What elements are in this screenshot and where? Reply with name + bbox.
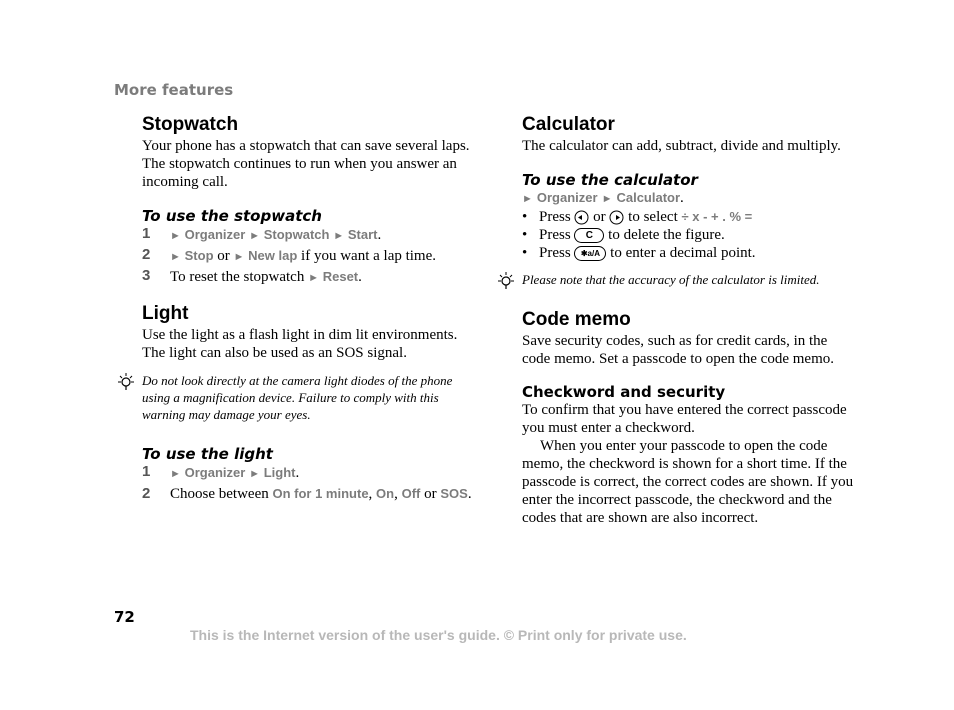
menu-stop: Stop <box>184 248 214 263</box>
arrow-icon: ► <box>249 230 260 242</box>
bullet-text: to delete the figure. <box>608 227 725 243</box>
calculator-operators: ÷ x - + . % = <box>681 209 753 224</box>
menu-new-lap: New lap <box>248 248 298 263</box>
stopwatch-step-3 <box>142 267 472 288</box>
calculator-note <box>522 271 854 288</box>
nav-right-key-icon <box>609 210 624 225</box>
light-intro: Use the light as a flash light in dim lit environments. The light can also be used as an SOS signal. <box>142 327 458 361</box>
bullet-dot: • <box>522 245 528 261</box>
step-tail: if you want a lap time. <box>301 248 437 264</box>
step-number: 1 <box>142 225 151 242</box>
punctuation: . <box>358 269 362 285</box>
bullet-text: to enter a decimal point. <box>610 245 756 261</box>
calculator-title: Calculator <box>522 114 615 135</box>
punctuation: . <box>467 486 472 502</box>
menu-stopwatch: Stopwatch <box>263 227 330 242</box>
checkword-paragraph-2: When you enter your passcode to open the code memo, the checkword is shown for a short time. If the passcode is correct, the correct codes are shown. If you enter the incorrect passcode, the checkword and the codes that are shown are also incorrect. <box>522 438 854 526</box>
bullet-text: to select <box>628 209 678 225</box>
calculator-intro: The calculator can add, subtract, divide and multiply. <box>522 138 841 154</box>
calculator-bullet-2 <box>522 226 854 244</box>
arrow-icon: ► <box>333 230 345 242</box>
arrow-icon: ► <box>522 193 533 205</box>
menu-organizer: Organizer <box>536 190 598 205</box>
calculator-note-text: Please note that the accuracy of the calculator is limited. <box>522 272 820 287</box>
menu-organizer: Organizer <box>184 227 246 242</box>
step-number: 1 <box>142 463 151 480</box>
arrow-icon: ► <box>308 272 319 284</box>
or-text: or <box>593 209 606 225</box>
punctuation: , <box>394 486 398 502</box>
bullet-dot: • <box>522 209 528 225</box>
light-step-2 <box>142 485 472 503</box>
stopwatch-howto-title: To use the stopwatch <box>142 207 322 225</box>
light-howto-title: To use the light <box>142 445 273 463</box>
checkword-title: Checkword and security <box>522 383 726 401</box>
stopwatch-step-1 <box>142 225 472 246</box>
section-label: More features <box>114 81 234 99</box>
light-note-text: Do not look directly at the camera light diodes of the phone using a magnification device. Failure to comply with this warning may damage your eyes. <box>142 373 453 422</box>
option-on: On <box>376 486 395 501</box>
page-number: 72 <box>114 608 135 626</box>
footer-notice: This is the Internet version of the user's guide. © Print only for private use. <box>190 627 687 643</box>
checkword-paragraph-1: To confirm that you have entered the correct passcode you must enter a checkword. <box>522 402 847 436</box>
menu-calculator: Calculator <box>616 190 681 205</box>
nav-left-key-icon <box>574 210 589 225</box>
menu-light: Light <box>263 465 296 480</box>
calculator-path <box>522 189 854 208</box>
tip-bulb-icon <box>116 372 136 392</box>
step-text: Choose between <box>170 486 269 502</box>
step-number: 2 <box>142 485 151 502</box>
arrow-icon: ► <box>170 468 181 480</box>
light-note <box>142 372 472 423</box>
step-number: 3 <box>142 267 151 284</box>
punctuation: . <box>680 190 684 206</box>
calculator-howto-title: To use the calculator <box>522 171 698 189</box>
bullet-dot: • <box>522 227 528 243</box>
menu-organizer: Organizer <box>184 465 246 480</box>
option-sos: SOS <box>440 486 468 501</box>
bullet-text: Press <box>539 209 571 225</box>
or-text: or <box>424 486 437 502</box>
arrow-icon: ► <box>249 468 260 480</box>
stopwatch-step-2 <box>142 246 472 267</box>
step-number: 2 <box>142 246 151 263</box>
light-step-1 <box>142 463 472 484</box>
calculator-bullet-1 <box>522 208 854 226</box>
menu-start: Start <box>347 227 378 242</box>
right-column <box>522 113 854 527</box>
stopwatch-title: Stopwatch <box>142 114 239 135</box>
menu-reset: Reset <box>322 269 359 284</box>
punctuation: . <box>295 465 300 481</box>
option-on-1-minute: On for 1 minute <box>272 486 369 501</box>
punctuation: . <box>377 227 382 243</box>
step-text: To reset the stopwatch <box>170 269 305 285</box>
arrow-icon: ► <box>233 251 245 263</box>
arrow-icon: ► <box>601 193 613 205</box>
code-memo-intro: Save security codes, such as for credit cards, in the code memo. Set a passcode to open the code memo. <box>522 333 834 367</box>
star-key-icon: ✱a/A <box>574 246 606 261</box>
punctuation: , <box>368 486 373 502</box>
tip-bulb-icon <box>496 271 516 291</box>
calculator-bullet-3 <box>522 244 854 262</box>
code-memo-title: Code memo <box>522 309 631 330</box>
bullet-text: Press <box>539 245 571 261</box>
arrow-icon: ► <box>170 230 181 242</box>
arrow-icon: ► <box>170 251 181 263</box>
c-key-icon: C <box>574 228 604 243</box>
option-off: Off <box>401 486 421 501</box>
light-title: Light <box>142 303 189 324</box>
left-column <box>142 113 472 503</box>
bullet-text: Press <box>539 227 571 243</box>
stopwatch-intro: Your phone has a stopwatch that can save several laps. The stopwatch continues to run when you answer an incoming call. <box>142 138 470 190</box>
or-text: or <box>217 248 230 264</box>
